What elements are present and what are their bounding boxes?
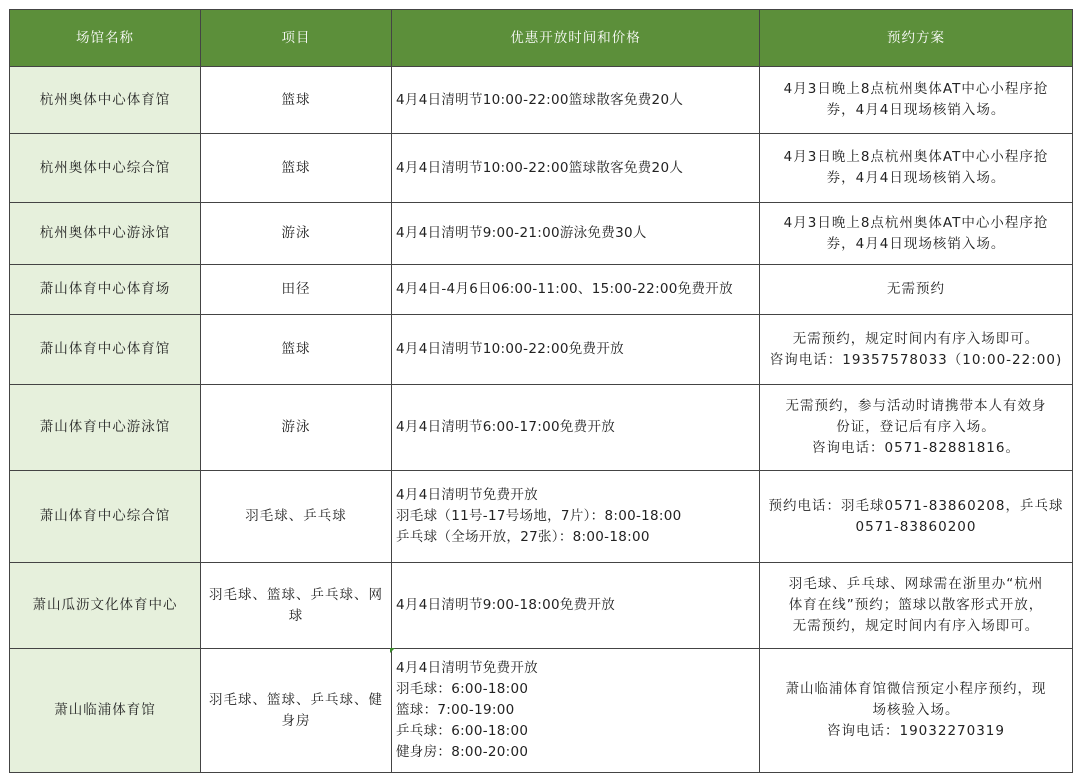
venue-item: 羽毛球、乒乓球 [201, 471, 392, 563]
plan-line: 券，4月4日现场核销入场。 [826, 102, 1006, 118]
table-row [10, 649, 1073, 773]
venue-time [392, 265, 760, 315]
venue-name: 萧山体育中心体育场 [10, 265, 201, 315]
time-line: 4月4日清明节10:00-22:00免费开放 [396, 341, 624, 357]
venue-time [392, 67, 760, 134]
plan-line: 份证，登记后有序入场。 [836, 419, 996, 435]
venue-name: 杭州奥体中心游泳馆 [10, 203, 201, 265]
venue-plan [760, 203, 1073, 265]
venue-item: 田径 [201, 265, 392, 315]
plan-line: 4月3日晚上8点杭州奥体AT中心小程序抢 [783, 149, 1049, 165]
venue-plan [760, 385, 1073, 471]
table-row [10, 203, 1073, 265]
time-line: 4月4日清明节免费开放 [396, 487, 538, 503]
venue-time [392, 563, 760, 649]
venue-name: 杭州奥体中心体育馆 [10, 67, 201, 134]
header-row [10, 10, 1073, 67]
venue-time [392, 203, 760, 265]
table-row [10, 563, 1073, 649]
plan-line: 羽毛球、乒乓球、网球需在浙里办“杭州 [788, 576, 1044, 592]
time-line: 乒乓球（全场开放，27张）：8:00-18:00 [396, 529, 650, 545]
time-line: 羽毛球（11号-17号场地，7片）：8:00-18:00 [396, 508, 682, 524]
time-line: 4月4日清明节10:00-22:00篮球散客免费20人 [396, 91, 684, 108]
venue-time [392, 385, 760, 471]
time-line: 乒乓球：6:00-18:00 [396, 723, 529, 739]
table-row [10, 67, 1073, 134]
time-line: 4月4日清明节10:00-22:00篮球散客免费20人 [396, 159, 684, 176]
venue-time [392, 471, 760, 563]
plan-line: 萧山临浦体育馆微信预定小程序预约，现 [785, 681, 1047, 697]
table-row [10, 385, 1073, 471]
plan-line: 4月3日晚上8点杭州奥体AT中心小程序抢 [783, 81, 1049, 97]
plan-line: 场核验入场。 [872, 702, 960, 718]
cell-comment-marker [390, 648, 395, 653]
venue-name: 萧山体育中心体育馆 [10, 315, 201, 385]
venue-name: 萧山体育中心游泳馆 [10, 385, 201, 471]
venue-name: 萧山临浦体育馆 [10, 649, 201, 773]
venue-item: 游泳 [201, 385, 392, 471]
venue-item: 羽毛球、篮球、乒乓球、网球 [201, 563, 392, 649]
plan-line: 无需预约，参与活动时请携带本人有效身 [785, 398, 1047, 414]
time-line: 4月4日清明节6:00-17:00免费开放 [396, 419, 616, 435]
venue-plan [760, 563, 1073, 649]
plan-line: 预约电话：羽毛球0571-83860208，乒乓球 [768, 497, 1064, 514]
time-line: 羽毛球：6:00-18:00 [396, 681, 529, 697]
plan-line: 咨询电话：19357578033（10:00-22:00) [769, 351, 1063, 368]
plan-line: 0571-83860200 [855, 518, 977, 535]
table-row [10, 134, 1073, 203]
venue-plan [760, 134, 1073, 203]
venue-table [9, 9, 1073, 773]
venue-time [392, 134, 760, 203]
plan-line: 无需预约，规定时间内有序入场即可。 [792, 618, 1040, 634]
plan-line: 券，4月4日现场核销入场。 [826, 170, 1006, 186]
time-line: 4月4日清明节9:00-21:00游泳免费30人 [396, 225, 647, 241]
venue-item: 篮球 [201, 315, 392, 385]
plan-line: 体育在线”预约；篮球以散客形式开放， [788, 597, 1044, 613]
venue-item: 羽毛球、篮球、乒乓球、健身房 [201, 649, 392, 773]
venue-name: 萧山瓜沥文化体育中心 [10, 563, 201, 649]
header-booking-plan: 预约方案 [760, 10, 1073, 67]
plan-line: 咨询电话：0571-82881816。 [812, 440, 1020, 456]
time-line: 4月4日-4月6日06:00-11:00、15:00-22:00免费开放 [396, 281, 733, 297]
header-item: 项目 [201, 10, 392, 67]
venue-plan [760, 649, 1073, 773]
plan-line: 券，4月4日现场核销入场。 [826, 235, 1006, 252]
time-line: 篮球：7:00-19:00 [396, 702, 515, 718]
venue-item: 游泳 [201, 203, 392, 265]
plan-line: 咨询电话：19032270319 [827, 723, 1005, 739]
table-row [10, 265, 1073, 315]
plan-line: 无需预约 [887, 281, 945, 297]
time-line: 健身房：8:00-20:00 [396, 744, 529, 760]
plan-line: 无需预约，规定时间内有序入场即可。 [792, 330, 1040, 347]
header-venue-name: 场馆名称 [10, 10, 201, 67]
venue-name: 杭州奥体中心综合馆 [10, 134, 201, 203]
venue-plan [760, 471, 1073, 563]
venue-plan [760, 265, 1073, 315]
venue-plan [760, 67, 1073, 134]
plan-line: 4月3日晚上8点杭州奥体AT中心小程序抢 [783, 214, 1049, 231]
venue-time [392, 649, 760, 773]
venue-item: 篮球 [201, 67, 392, 134]
header-time-price: 优惠开放时间和价格 [392, 10, 760, 67]
venue-name: 萧山体育中心综合馆 [10, 471, 201, 563]
table-row [10, 471, 1073, 563]
table-row [10, 315, 1073, 385]
venue-plan [760, 315, 1073, 385]
time-line: 4月4日清明节免费开放 [396, 660, 538, 676]
time-line: 4月4日清明节9:00-18:00免费开放 [396, 597, 616, 613]
venue-time [392, 315, 760, 385]
venue-item: 篮球 [201, 134, 392, 203]
